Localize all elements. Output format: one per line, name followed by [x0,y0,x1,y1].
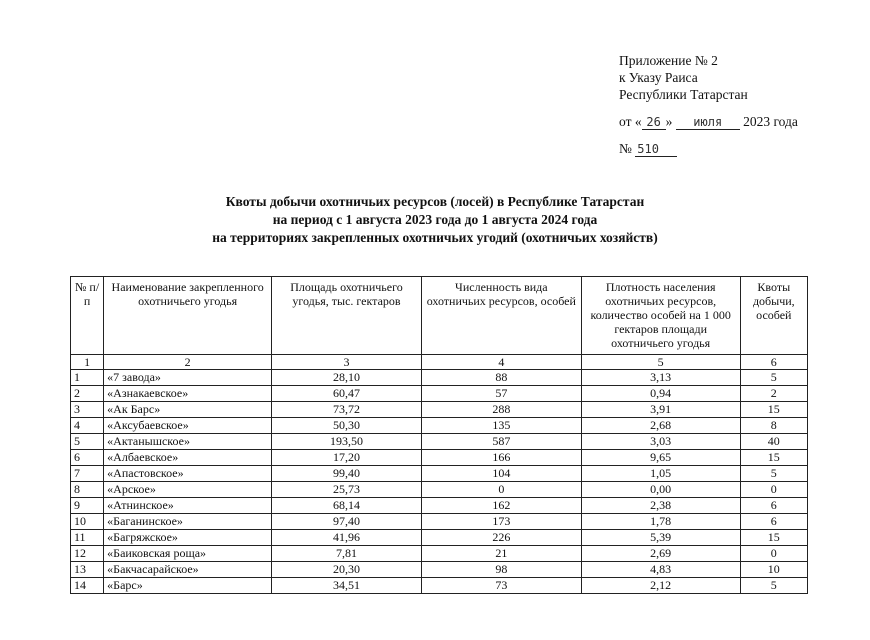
table-row [71,466,808,482]
date-prefix: от « [619,114,642,129]
row-number: 12 [71,546,104,562]
date-day: 26 [642,115,666,130]
density-value: 1,78 [581,514,740,530]
table-row [71,498,808,514]
density-value: 3,13 [581,370,740,386]
quota-value: 0 [740,482,807,498]
appendix-line-1: Приложение № 2 [619,53,718,68]
density-value: 1,05 [581,466,740,482]
appendix-line-2: к Указу Раиса [619,70,698,85]
quota-value: 5 [740,466,807,482]
row-number: 8 [71,482,104,498]
quota-table [70,276,808,594]
column-number: 3 [272,355,422,370]
area-value: 68,14 [272,498,422,514]
table-row [71,578,808,594]
hunting-ground-name: «Барс» [104,578,272,594]
quota-value: 15 [740,450,807,466]
density-value: 2,69 [581,546,740,562]
decree-number [619,140,798,157]
hunting-ground-name: «Апастовское» [104,466,272,482]
hunting-ground-name: «Аксубаевское» [104,418,272,434]
number-prefix: № [619,141,632,156]
quota-value: 15 [740,530,807,546]
density-value: 2,38 [581,498,740,514]
density-value: 9,65 [581,450,740,466]
row-number: 4 [71,418,104,434]
population-value: 587 [421,434,581,450]
table-row [71,530,808,546]
quota-value: 2 [740,386,807,402]
column-number-row [71,355,808,370]
population-value: 0 [421,482,581,498]
row-number: 6 [71,450,104,466]
area-value: 60,47 [272,386,422,402]
quota-value: 15 [740,402,807,418]
header-cell: Площадь охотничьего угодья, тыс. гектаров [272,277,422,355]
header-cell: Численность вида охотничьих ресурсов, особей [421,277,581,355]
area-value: 7,81 [272,546,422,562]
population-value: 162 [421,498,581,514]
header-cell: № п/п [71,277,104,355]
row-number: 3 [71,402,104,418]
quota-value: 10 [740,562,807,578]
date-year: 2023 года [743,114,798,129]
row-number: 14 [71,578,104,594]
area-value: 28,10 [272,370,422,386]
quota-value: 6 [740,498,807,514]
date-day-suffix: » [665,114,673,129]
row-number: 11 [71,530,104,546]
density-value: 0,94 [581,386,740,402]
density-value: 2,12 [581,578,740,594]
population-value: 173 [421,514,581,530]
quota-value: 6 [740,514,807,530]
hunting-ground-name: «Албаевское» [104,450,272,466]
area-value: 50,30 [272,418,422,434]
table-row [71,514,808,530]
row-number: 1 [71,370,104,386]
document-title [0,193,870,247]
density-value: 3,03 [581,434,740,450]
row-number: 13 [71,562,104,578]
population-value: 21 [421,546,581,562]
population-value: 226 [421,530,581,546]
quota-value: 0 [740,546,807,562]
row-number: 10 [71,514,104,530]
population-value: 104 [421,466,581,482]
column-number: 4 [421,355,581,370]
population-value: 288 [421,402,581,418]
density-value: 2,68 [581,418,740,434]
area-value: 97,40 [272,514,422,530]
title-line-1: Квоты добычи охотничьих ресурсов (лосей) в Республике Татарстан [225,194,645,209]
row-number: 2 [71,386,104,402]
density-value: 0,00 [581,482,740,498]
population-value: 88 [421,370,581,386]
hunting-ground-name: «Баганинское» [104,514,272,530]
hunting-ground-name: «Азнакаевское» [104,386,272,402]
density-value: 3,91 [581,402,740,418]
date-month: июля [676,115,740,130]
header-row [71,277,808,355]
hunting-ground-name: «Багряжское» [104,530,272,546]
column-number: 2 [104,355,272,370]
decree-date [619,113,798,130]
area-value: 20,30 [272,562,422,578]
hunting-ground-name: «Атнинское» [104,498,272,514]
population-value: 73 [421,578,581,594]
header-cell: Квоты добычи, особей [740,277,807,355]
population-value: 57 [421,386,581,402]
column-number: 5 [581,355,740,370]
table-row [71,482,808,498]
title-line-3: на территориях закрепленных охотничьих угодий (охотничьих хозяйств) [212,230,658,245]
table-row [71,546,808,562]
column-number: 6 [740,355,807,370]
quota-value: 40 [740,434,807,450]
column-number: 1 [71,355,104,370]
appendix-line-3: Республики Татарстан [619,87,748,102]
table-row [71,402,808,418]
table-row [71,450,808,466]
quota-value: 5 [740,578,807,594]
hunting-ground-name: «Арское» [104,482,272,498]
population-value: 135 [421,418,581,434]
area-value: 99,40 [272,466,422,482]
hunting-ground-name: «7 завода» [104,370,272,386]
table-row [71,386,808,402]
table-row [71,370,808,386]
hunting-ground-name: «Бакчасарайское» [104,562,272,578]
area-value: 193,50 [272,434,422,450]
number-value: 510 [635,142,677,157]
header-cell: Плотность населения охотничьих ресурсов, количество особей на 1 000 гектаров площади охотничьего угодья [581,277,740,355]
area-value: 17,20 [272,450,422,466]
hunting-ground-name: «Ак Барс» [104,402,272,418]
row-number: 5 [71,434,104,450]
area-value: 34,51 [272,578,422,594]
hunting-ground-name: «Актанышское» [104,434,272,450]
table-row [71,434,808,450]
area-value: 73,72 [272,402,422,418]
quota-value: 8 [740,418,807,434]
appendix-block [619,52,798,157]
hunting-ground-name: «Баиковская роща» [104,546,272,562]
density-value: 4,83 [581,562,740,578]
title-line-2: на период с 1 августа 2023 года до 1 августа 2024 года [272,212,598,227]
table-row [71,562,808,578]
area-value: 41,96 [272,530,422,546]
row-number: 9 [71,498,104,514]
population-value: 98 [421,562,581,578]
density-value: 5,39 [581,530,740,546]
header-cell: Наименование закрепленного охотничьего угодья [104,277,272,355]
table-row [71,418,808,434]
row-number: 7 [71,466,104,482]
quota-value: 5 [740,370,807,386]
area-value: 25,73 [272,482,422,498]
population-value: 166 [421,450,581,466]
